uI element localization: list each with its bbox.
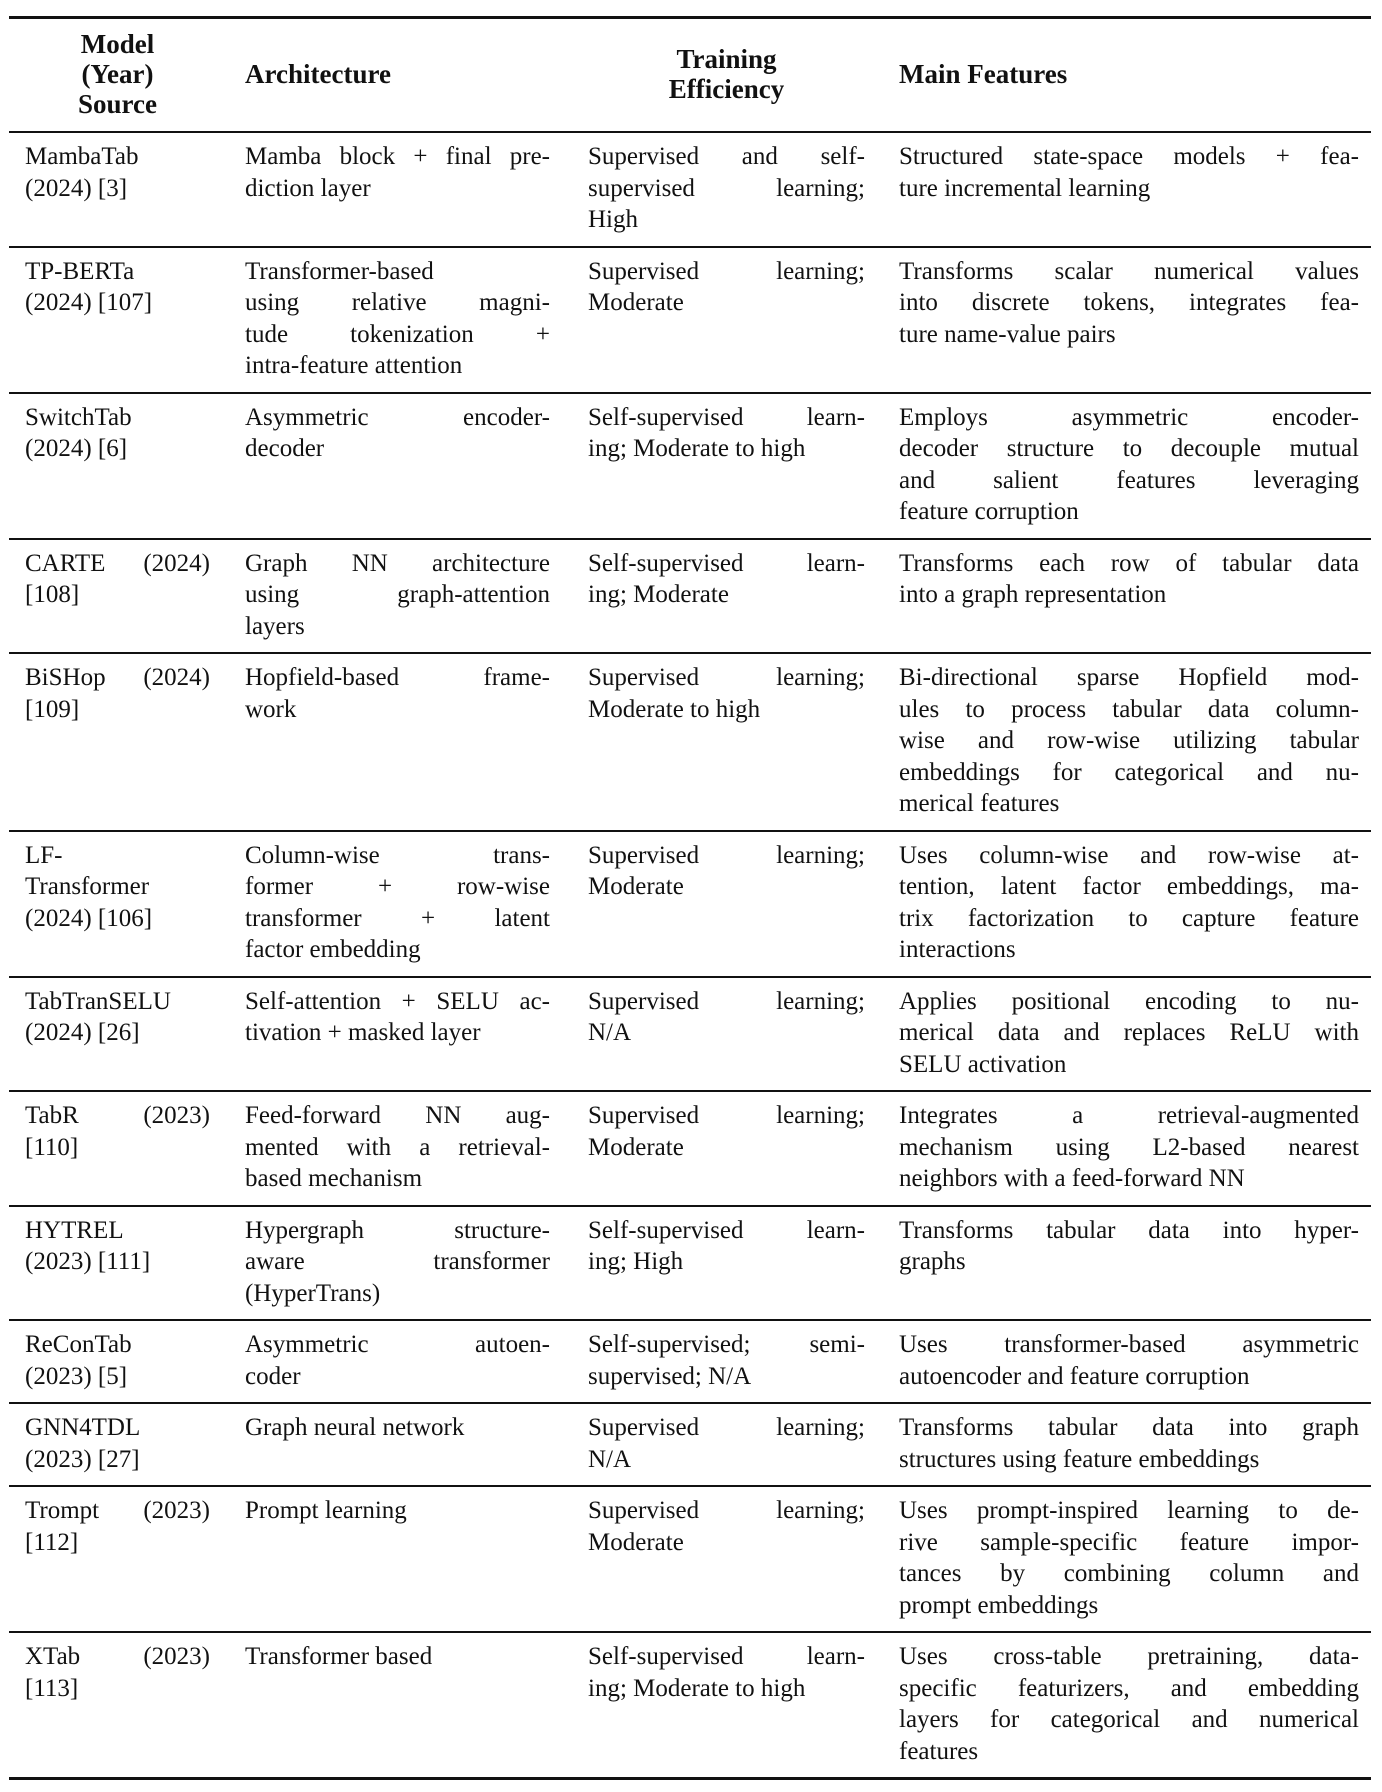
cell-architecture xyxy=(229,1632,572,1779)
cell-main-features xyxy=(883,1091,1371,1206)
cell-model xyxy=(9,1632,229,1779)
cell-line: Source xyxy=(78,89,157,119)
table-row xyxy=(9,1091,1371,1206)
cell-main-features xyxy=(883,1486,1371,1632)
cell-line: Asymmetric autoen- xyxy=(245,1331,550,1358)
cell-line: CARTE (2024) xyxy=(25,549,210,577)
cell-line: Transformer-based xyxy=(245,257,434,285)
cell-line: TabTranSELU xyxy=(25,987,171,1015)
cell-text xyxy=(588,1412,865,1475)
header-text xyxy=(25,29,210,119)
cell-line: Asymmetric encoder- xyxy=(245,403,550,431)
cell-line: Moderate xyxy=(588,289,684,316)
cell-text xyxy=(588,840,865,903)
cell-training-efficiency xyxy=(572,1206,883,1321)
cell-line: (2024) [26] xyxy=(25,1019,140,1046)
cell-line: layers xyxy=(245,612,305,640)
cell-text xyxy=(245,1215,550,1310)
cell-text xyxy=(899,256,1359,351)
cell-text xyxy=(588,986,865,1049)
cell-line: BiSHop (2024) xyxy=(25,664,210,691)
cell-text xyxy=(25,1495,210,1558)
cell-line: Uses prompt-inspired learning to de- xyxy=(899,1497,1359,1524)
cell-line: Supervised and self- xyxy=(588,143,865,170)
cell-text xyxy=(588,141,865,236)
cell-line: Moderate to high xyxy=(588,695,761,723)
cell-line: former + row-wise xyxy=(245,873,550,900)
cell-main-features xyxy=(883,1206,1371,1321)
cell-line: Supervised learning; xyxy=(588,1497,865,1524)
cell-architecture xyxy=(229,393,572,539)
cell-training-efficiency xyxy=(572,1632,883,1779)
cell-text xyxy=(899,402,1359,528)
cell-text xyxy=(245,1495,550,1527)
cell-line: Supervised learning; xyxy=(588,257,865,285)
cell-line: Transforms scalar numerical values xyxy=(899,257,1359,285)
cell-text xyxy=(25,1329,210,1392)
cell-line: Transformer based xyxy=(245,1643,433,1670)
cell-main-features xyxy=(883,393,1371,539)
cell-text xyxy=(588,1100,865,1163)
cell-model xyxy=(9,653,229,831)
cell-architecture xyxy=(229,539,572,654)
cell-line: ture incremental learning xyxy=(899,174,1151,202)
cell-line: Supervised learning; xyxy=(588,987,865,1015)
cell-line: (2023) [111] xyxy=(25,1248,151,1275)
cell-text xyxy=(588,1495,865,1558)
cell-line: Moderate xyxy=(588,1133,684,1161)
cell-line: specific featurizers, and embedding xyxy=(899,1674,1359,1702)
cell-training-efficiency xyxy=(572,653,883,831)
cell-text xyxy=(25,1641,210,1704)
cell-text xyxy=(899,1495,1359,1621)
cell-line: into a graph representation xyxy=(899,581,1167,608)
cell-model xyxy=(9,1320,229,1403)
cell-line: merical data and replaces ReLU with xyxy=(899,1019,1359,1046)
cell-line: tivation + masked layer xyxy=(245,1019,481,1046)
cell-line: SwitchTab xyxy=(25,403,132,431)
comparison-table xyxy=(9,16,1371,1780)
cell-text xyxy=(25,1100,210,1163)
cell-text xyxy=(899,662,1359,820)
cell-line: feature corruption xyxy=(899,498,1079,525)
cell-architecture xyxy=(229,132,572,247)
cell-line: Feed-forward NN aug- xyxy=(245,1102,550,1129)
header-text xyxy=(588,44,865,104)
cell-line: (2023) [5] xyxy=(25,1362,128,1390)
cell-line: Moderate xyxy=(588,1528,684,1556)
header-row xyxy=(9,18,1371,133)
cell-line: Transformer xyxy=(25,873,150,900)
cell-line: N/A xyxy=(588,1019,632,1046)
cell-line: embeddings for categorical and nu- xyxy=(899,758,1359,786)
cell-line: aware transformer xyxy=(245,1248,550,1275)
cell-text xyxy=(899,1329,1359,1392)
cell-training-efficiency xyxy=(572,539,883,654)
cell-line: MambaTab xyxy=(25,143,139,170)
cell-line: using graph-attention xyxy=(245,581,550,608)
cell-line: diction layer xyxy=(245,174,371,202)
cell-text xyxy=(25,256,210,319)
cell-text xyxy=(25,986,210,1049)
cell-line: Hypergraph structure- xyxy=(245,1216,550,1244)
cell-text xyxy=(25,402,210,465)
cell-architecture xyxy=(229,1091,572,1206)
cell-model xyxy=(9,1091,229,1206)
cell-line: prompt embeddings xyxy=(899,1591,1099,1619)
cell-line: ture name-value pairs xyxy=(899,320,1116,348)
cell-training-efficiency xyxy=(572,132,883,247)
cell-line: XTab (2023) xyxy=(25,1643,210,1670)
cell-main-features xyxy=(883,1320,1371,1403)
cell-architecture xyxy=(229,831,572,977)
cell-main-features xyxy=(883,1403,1371,1486)
cell-line: [113] xyxy=(25,1674,79,1702)
cell-line: (2024) [107] xyxy=(25,289,153,316)
cell-text xyxy=(25,1215,210,1278)
cell-line: Supervised learning; xyxy=(588,664,865,691)
cell-line: ing; Moderate xyxy=(588,581,729,608)
cell-text xyxy=(245,1412,550,1444)
header-training-efficiency xyxy=(572,18,883,133)
cell-line: SELU activation xyxy=(899,1050,1067,1078)
cell-text xyxy=(245,548,550,643)
header-main-features xyxy=(883,18,1371,133)
cell-line: tances by combining column and xyxy=(899,1560,1359,1587)
cell-training-efficiency xyxy=(572,977,883,1092)
cell-training-efficiency xyxy=(572,1486,883,1632)
cell-line: High xyxy=(588,206,638,233)
cell-model xyxy=(9,393,229,539)
cell-line: ing; Moderate to high xyxy=(588,435,806,462)
cell-text xyxy=(245,662,550,725)
cell-line: rive sample-specific feature impor- xyxy=(899,1528,1359,1556)
table-body xyxy=(9,132,1371,1779)
cell-line: N/A xyxy=(588,1445,632,1473)
cell-text xyxy=(899,1641,1359,1767)
header-architecture xyxy=(229,18,572,133)
cell-model xyxy=(9,1206,229,1321)
table-row xyxy=(9,1486,1371,1632)
cell-line: Self-supervised learn- xyxy=(588,549,865,577)
cell-line: Supervised learning; xyxy=(588,1414,865,1441)
cell-line: supervised learning; xyxy=(588,174,865,202)
cell-text xyxy=(588,1329,865,1392)
cell-architecture xyxy=(229,247,572,393)
cell-line: Architecture xyxy=(245,59,391,89)
cell-line: layers for categorical and numerical xyxy=(899,1706,1359,1733)
table-row xyxy=(9,1320,1371,1403)
cell-text xyxy=(245,1329,550,1392)
cell-text xyxy=(25,662,210,725)
cell-text xyxy=(245,840,550,966)
cell-text xyxy=(245,402,550,465)
cell-line: TP-BERTa xyxy=(25,257,135,285)
cell-text xyxy=(899,986,1359,1081)
cell-architecture xyxy=(229,1206,572,1321)
cell-line: supervised; N/A xyxy=(588,1362,752,1390)
cell-text xyxy=(25,141,210,204)
cell-line: Bi-directional sparse Hopfield mod- xyxy=(899,664,1359,691)
cell-line: (Year) xyxy=(81,59,154,89)
cell-line: Structured state-space models + fea- xyxy=(899,143,1359,170)
cell-line: HYTREL xyxy=(25,1216,124,1244)
table-row xyxy=(9,132,1371,247)
cell-line: Graph neural network xyxy=(245,1414,465,1441)
cell-line: based mechanism xyxy=(245,1165,423,1192)
cell-line: Self-supervised learn- xyxy=(588,403,865,431)
cell-line: ules to process tabular data column- xyxy=(899,695,1359,723)
cell-main-features xyxy=(883,539,1371,654)
cell-line: Efficiency xyxy=(668,74,785,104)
cell-line: ReConTab xyxy=(25,1331,132,1358)
cell-line: Model xyxy=(80,29,155,59)
cell-line: Uses cross-table pretraining, data- xyxy=(899,1643,1359,1670)
cell-line: TabR (2023) xyxy=(25,1102,210,1129)
cell-line: transformer + latent xyxy=(245,904,550,932)
table-row xyxy=(9,653,1371,831)
cell-model xyxy=(9,977,229,1092)
cell-line: tude tokenization + xyxy=(245,320,550,348)
cell-text xyxy=(25,548,210,611)
cell-main-features xyxy=(883,653,1371,831)
cell-line: Trompt (2023) xyxy=(25,1497,210,1524)
cell-line: merical features xyxy=(899,790,1060,817)
cell-text xyxy=(245,256,550,382)
cell-line: trix factorization to capture feature xyxy=(899,904,1359,932)
cell-line: ing; High xyxy=(588,1248,684,1275)
table-row xyxy=(9,1632,1371,1779)
cell-line: [108] xyxy=(25,581,80,608)
cell-line: (2024) [106] xyxy=(25,904,153,932)
cell-text xyxy=(588,256,865,319)
cell-text xyxy=(25,840,210,935)
cell-text xyxy=(899,548,1359,611)
cell-model xyxy=(9,831,229,977)
cell-line: Hopfield-based frame- xyxy=(245,664,550,691)
table-row xyxy=(9,247,1371,393)
table-row xyxy=(9,539,1371,654)
cell-training-efficiency xyxy=(572,1320,883,1403)
cell-line: mechanism using L2-based nearest xyxy=(899,1133,1359,1161)
cell-line: [110] xyxy=(25,1133,79,1161)
cell-line: decoder structure to decouple mutual xyxy=(899,435,1359,462)
cell-line: work xyxy=(245,695,297,723)
table-row xyxy=(9,1206,1371,1321)
cell-text xyxy=(588,548,865,611)
cell-architecture xyxy=(229,1486,572,1632)
cell-text xyxy=(588,1641,865,1704)
cell-line: Training xyxy=(676,44,777,74)
cell-line: Integrates a retrieval-augmented xyxy=(899,1102,1359,1129)
cell-line: graphs xyxy=(899,1248,966,1275)
cell-architecture xyxy=(229,653,572,831)
cell-line: (2024) [6] xyxy=(25,435,128,462)
table-row xyxy=(9,1403,1371,1486)
cell-line: into discrete tokens, integrates fea- xyxy=(899,289,1359,316)
cell-line: Self-supervised learn- xyxy=(588,1216,865,1244)
cell-line: decoder xyxy=(245,435,325,462)
cell-line: Main Features xyxy=(899,59,1068,89)
cell-line: GNN4TDL xyxy=(25,1414,141,1441)
cell-line: Uses transformer-based asymmetric xyxy=(899,1331,1359,1358)
cell-main-features xyxy=(883,1632,1371,1779)
cell-line: intra-feature attention xyxy=(245,352,463,379)
cell-line: wise and row-wise utilizing tabular xyxy=(899,727,1359,754)
cell-line: interactions xyxy=(899,936,1016,963)
header-model xyxy=(9,18,229,133)
cell-text xyxy=(899,1100,1359,1195)
cell-line: LF- xyxy=(25,841,63,869)
cell-training-efficiency xyxy=(572,1403,883,1486)
cell-line: Uses column-wise and row-wise at- xyxy=(899,841,1359,869)
cell-line: tention, latent factor embeddings, ma- xyxy=(899,873,1359,900)
cell-text xyxy=(588,662,865,725)
cell-model xyxy=(9,1486,229,1632)
cell-line: Moderate xyxy=(588,873,684,900)
cell-text xyxy=(245,986,550,1049)
cell-main-features xyxy=(883,132,1371,247)
cell-line: Column-wise trans- xyxy=(245,841,550,869)
cell-line: (2023) [27] xyxy=(25,1445,140,1473)
cell-text xyxy=(899,1215,1359,1278)
cell-line: Employs asymmetric encoder- xyxy=(899,403,1359,431)
cell-architecture xyxy=(229,1320,572,1403)
cell-line: autoencoder and feature corruption xyxy=(899,1362,1250,1390)
cell-training-efficiency xyxy=(572,247,883,393)
cell-line: Self-supervised learn- xyxy=(588,1643,865,1670)
cell-line: Applies positional encoding to nu- xyxy=(899,987,1359,1015)
cell-line: using relative magni- xyxy=(245,289,550,316)
cell-text xyxy=(245,141,550,204)
cell-model xyxy=(9,539,229,654)
cell-line: Self-attention + SELU ac- xyxy=(245,987,550,1015)
cell-model xyxy=(9,1403,229,1486)
table-row xyxy=(9,393,1371,539)
cell-text xyxy=(588,1215,865,1278)
cell-main-features xyxy=(883,247,1371,393)
cell-line: Transforms tabular data into graph xyxy=(899,1414,1359,1441)
cell-line: Self-supervised; semi- xyxy=(588,1331,865,1358)
cell-line: Supervised learning; xyxy=(588,841,865,869)
cell-model xyxy=(9,132,229,247)
cell-line: factor embedding xyxy=(245,936,421,963)
cell-line: and salient features leveraging xyxy=(899,466,1359,494)
cell-training-efficiency xyxy=(572,831,883,977)
cell-architecture xyxy=(229,1403,572,1486)
cell-text xyxy=(245,1100,550,1195)
table-row xyxy=(9,977,1371,1092)
cell-text xyxy=(899,1412,1359,1475)
cell-line: Mamba block + final pre- xyxy=(245,143,550,170)
cell-line: Prompt learning xyxy=(245,1497,407,1524)
cell-line: [109] xyxy=(25,695,80,723)
cell-line: Transforms tabular data into hyper- xyxy=(899,1216,1359,1244)
cell-text xyxy=(25,1412,210,1475)
cell-training-efficiency xyxy=(572,1091,883,1206)
cell-line: Graph NN architecture xyxy=(245,549,550,577)
cell-model xyxy=(9,247,229,393)
cell-line: (2024) [3] xyxy=(25,174,128,202)
cell-main-features xyxy=(883,831,1371,977)
cell-line: Transforms each row of tabular data xyxy=(899,549,1359,577)
cell-training-efficiency xyxy=(572,393,883,539)
cell-text xyxy=(245,1641,550,1673)
cell-line: neighbors with a feed-forward NN xyxy=(899,1165,1245,1192)
cell-line: mented with a retrieval- xyxy=(245,1133,550,1161)
cell-text xyxy=(588,402,865,465)
header-text xyxy=(245,59,550,89)
cell-text xyxy=(899,840,1359,966)
cell-line: Supervised learning; xyxy=(588,1102,865,1129)
cell-main-features xyxy=(883,977,1371,1092)
header-text xyxy=(899,59,1359,89)
table-row xyxy=(9,831,1371,977)
cell-line: (HyperTrans) xyxy=(245,1279,381,1307)
cell-line: coder xyxy=(245,1362,301,1390)
cell-line: structures using feature embeddings xyxy=(899,1445,1260,1473)
cell-architecture xyxy=(229,977,572,1092)
cell-line: features xyxy=(899,1737,979,1765)
cell-text xyxy=(899,141,1359,204)
cell-line: ing; Moderate to high xyxy=(588,1674,806,1702)
cell-line: [112] xyxy=(25,1528,79,1556)
